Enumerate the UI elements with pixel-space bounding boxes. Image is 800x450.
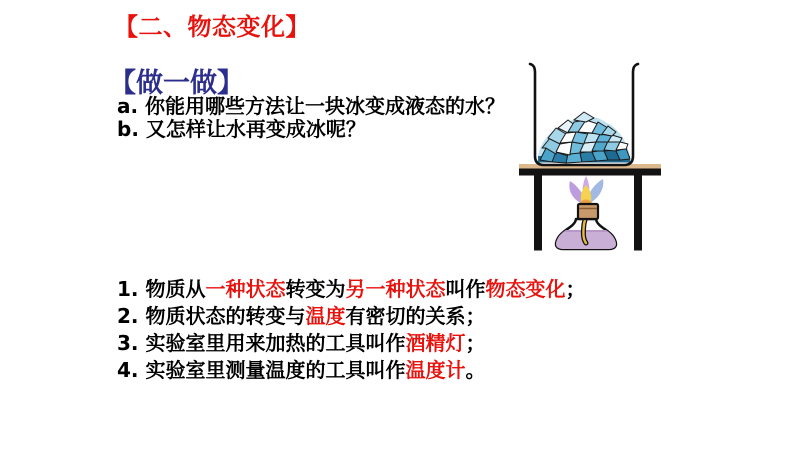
stand-left-leg bbox=[534, 176, 542, 251]
emphasis-text: 另一种状态 bbox=[345, 277, 446, 301]
point-text: 1. 物质从 bbox=[117, 277, 206, 301]
slide-title: 【二、物态变化】 bbox=[114, 13, 310, 41]
point-text: 叫作 bbox=[445, 277, 486, 301]
point-text: 3. 实验室里用来加热的工具叫作 bbox=[117, 331, 406, 355]
point-text: ； bbox=[565, 277, 586, 301]
ice-cubes bbox=[538, 112, 630, 163]
point-text: 转变为 bbox=[285, 277, 346, 301]
heating-experiment-figure bbox=[512, 56, 664, 254]
alcohol-lamp bbox=[552, 204, 622, 250]
question-line-b: b. 又怎样让水再变成冰呢？ bbox=[117, 117, 366, 141]
emphasis-text: 温度计 bbox=[405, 358, 466, 382]
point-text: 2. 物质状态的转变与 bbox=[117, 304, 306, 328]
activity-questions bbox=[117, 95, 505, 141]
question-line-a: a. 你能用哪些方法让一块冰变成液态的水？ bbox=[117, 94, 506, 118]
lamp-cap bbox=[578, 204, 598, 219]
emphasis-text: 酒精灯 bbox=[405, 331, 466, 355]
point-line-4 bbox=[117, 357, 585, 384]
point-text: 4. 实验室里测量温度的工具叫作 bbox=[117, 358, 406, 382]
point-text: 有密切的关系； bbox=[345, 304, 486, 328]
emphasis-text: 一种状态 bbox=[205, 277, 286, 301]
activity-heading: 【做一做】 bbox=[109, 68, 244, 99]
point-line-2 bbox=[117, 303, 585, 330]
stand-right-leg bbox=[634, 176, 642, 251]
stand-top-bar bbox=[519, 169, 661, 176]
point-text: ； bbox=[465, 331, 486, 355]
point-line-1 bbox=[117, 276, 585, 303]
point-line-3 bbox=[117, 330, 585, 357]
emphasis-text: 温度 bbox=[305, 304, 346, 328]
point-text: 。 bbox=[465, 358, 486, 382]
emphasis-text: 物态变化 bbox=[485, 277, 566, 301]
key-points-list bbox=[117, 276, 585, 384]
